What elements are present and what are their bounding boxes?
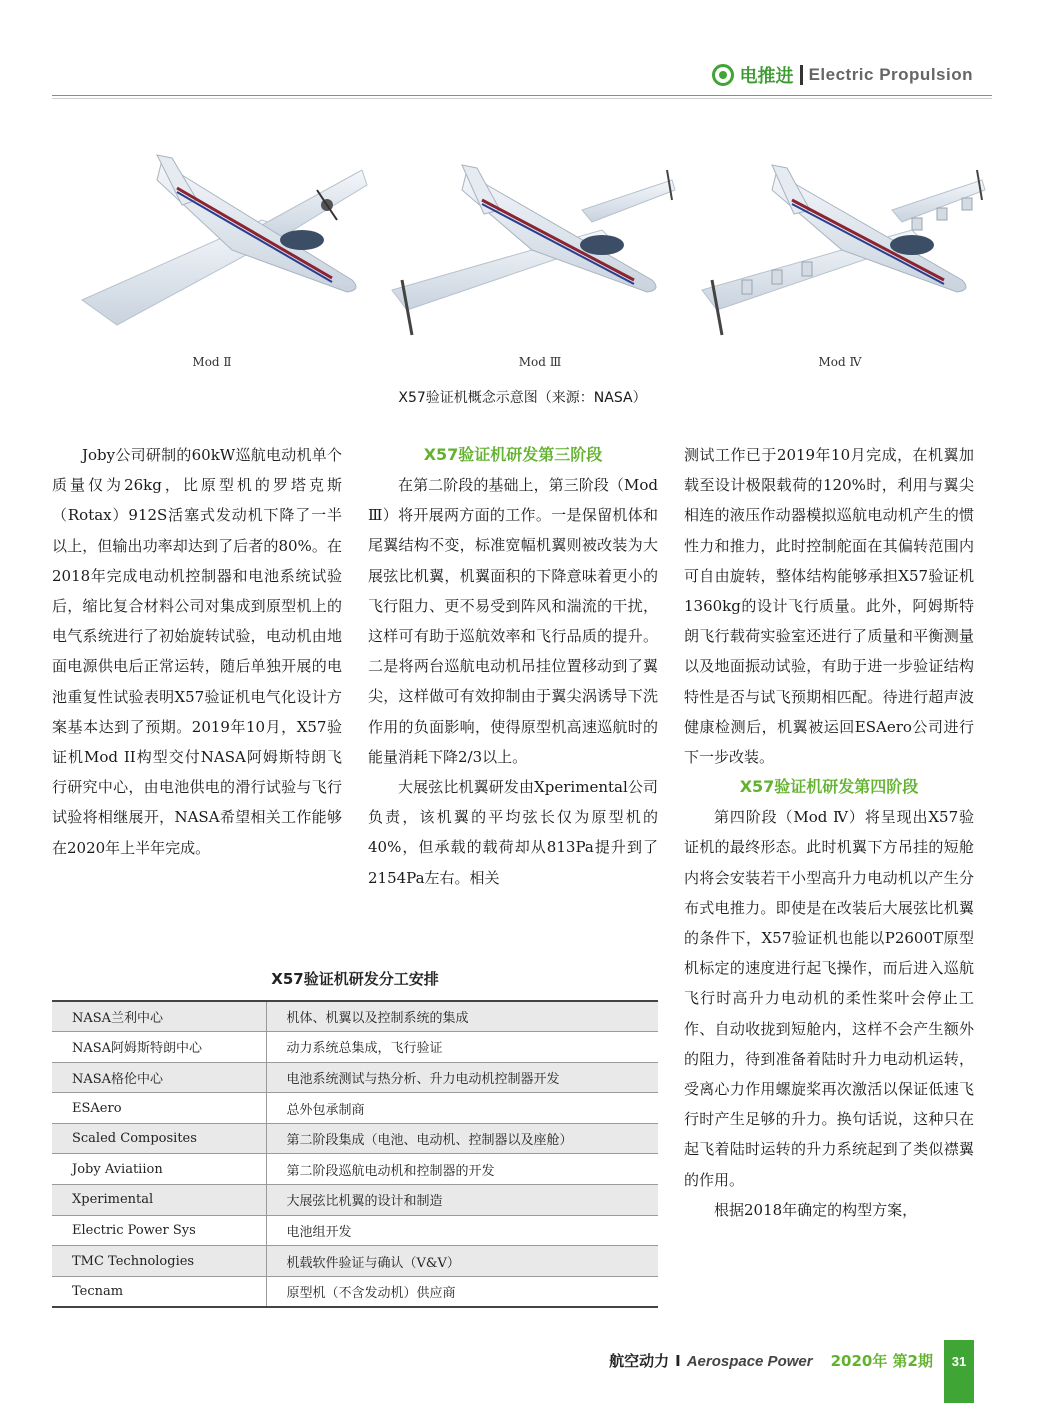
- section-heading-phase3: X57验证机研发第三阶段: [423, 445, 603, 464]
- table-cell-org: TMC Technologies: [52, 1246, 266, 1277]
- paragraph: 测试工作已于2019年10月完成，在机翼加载至设计极限载荷的120%时，利用与翼尖相连的液压作动器模拟巡航电动机产生的惯性力和推力，此时控制舵面在其偏转范围内可自由旋转，整体结构能够承担X57验证机1360kg的设计飞行质量。此外，阿姆斯特朗飞行载荷实验室还进行了质量和平衡测量以及地面振动试验，有助于进一步验证结构特性是否与试飞预期相匹配。待进行超声波健康检测后，机翼被运回ESAero公司进行下一步改装。: [684, 446, 974, 767]
- table-row: [52, 1032, 658, 1063]
- table-cell-org: Tecnam: [52, 1276, 266, 1307]
- table-cell-task: 原型机（不含发动机）供应商: [286, 1285, 456, 1301]
- header-rule: [52, 95, 992, 96]
- aircraft-figure: [52, 130, 992, 370]
- division-of-work-table: [52, 1000, 658, 1308]
- aircraft-mod3-image: [372, 130, 682, 350]
- table-row: [52, 1185, 658, 1216]
- section-title-cn: 电推进: [739, 66, 794, 87]
- paragraph: 在第二阶段的基础上，第三阶段（Mod Ⅲ）将开展两方面的工作。一是保留机体和尾翼结构不变，标准宽幅机翼则被改装为大展弦比机翼，机翼面积的下降意味着更小的飞行阻力、更不易受到阵风和湍流的干扰，这样可有助于巡航效率和飞行品质的提升。二是将两台巡航电动机吊挂位置移动到了翼尖，这样做可有效抑制由于翼尖涡诱导下洗作用的负面影响，使得原型机高速巡航时的能量消耗下降2/3以上。: [368, 476, 658, 766]
- table-row: [52, 1276, 658, 1307]
- table-cell-org: Scaled Composites: [52, 1123, 266, 1154]
- table-row: [52, 1123, 658, 1154]
- table-cell-org: NASA阿姆斯特朗中心: [52, 1032, 266, 1063]
- paragraph: 根据2018年确定的构型方案，: [714, 1200, 918, 1219]
- section-title-en: Electric Propulsion: [808, 65, 973, 84]
- header-rule-secondary: [52, 98, 992, 99]
- table-cell-task: 第二阶段巡航电动机和控制器的开发: [266, 1154, 658, 1185]
- page-number: 31: [944, 1340, 974, 1403]
- table-row: [52, 1246, 658, 1277]
- figure-caption: X57验证机概念示意图（来源：NASA）: [398, 390, 647, 406]
- article-column-2: [368, 440, 658, 893]
- running-footer: [609, 1350, 933, 1371]
- table-cell-task: 电池系统测试与热分析、升力电动机控制器开发: [266, 1062, 658, 1093]
- running-header: [712, 62, 973, 88]
- table-cell-task: 总外包承制商: [266, 1093, 658, 1124]
- table-cell-task: 动力系统总集成，飞行验证: [266, 1032, 658, 1063]
- mod4-label: Mod Ⅳ: [818, 355, 862, 369]
- table-cell-org: ESAero: [52, 1093, 266, 1124]
- table-cell-org: Xperimental: [52, 1185, 266, 1216]
- table-row: [52, 1001, 658, 1032]
- paragraph: 第四阶段（Mod Ⅳ）将呈现出X57验证机的最终形态。此时机翼下方吊挂的短舱内将会安装若干小型高升力电动机以产生分布式电推力。即使是在改装后大展弦比机翼的条件下，X57验证机也能以P2600T原型机标定的速度进行起飞操作，而后进入巡航飞行时高升力电动机的柔性桨叶会停止工作、自动收拢到短舱内，这样不会产生额外的阻力，待到准备着陆时升力电动机运转，受离心力作用螺旋桨再次激活以保证低速飞行时产生足够的升力。换句话说，这种只在起飞着陆时运转的升力系统起到了类似襟翼的作用。: [684, 808, 974, 1189]
- footer-separator: I: [675, 1352, 681, 1370]
- table-cell-task: 电池组开发: [266, 1215, 658, 1246]
- paragraph: Joby公司研制的60kW巡航电动机单个质量仅为26kg，比原型机的罗塔克斯（Rotax）912S活塞式发动机下降了一半以上，但输出功率却达到了后者的80%。在2018年完成电动机控制器和电池系统试验后，缩比复合材料公司对集成到原型机上的电气系统进行了初始旋转试验，电动机由地面电源供电后正常运转，随后单独开展的电池重复性试验表明X57验证机电气化设计方案基本达到了预期。2019年10月，X57验证机Mod II构型交付NASA阿姆斯特朗飞行研究中心，由电池供电的滑行试验与飞行试验将相继展开，NASA希望相关工作能够在2020年上半年完成。: [52, 446, 342, 857]
- table-cell-org: NASA格伦中心: [52, 1062, 266, 1093]
- aircraft-mod4-image: [682, 130, 992, 350]
- table-cell-task: 大展弦比机翼的设计和制造: [266, 1185, 658, 1216]
- magazine-name-en: Aerospace Power: [686, 1353, 813, 1370]
- table-title: X57验证机研发分工安排: [271, 970, 439, 988]
- table-row: [52, 1215, 658, 1246]
- table-row: [52, 1062, 658, 1093]
- table-cell-task: 机体、机翼以及控制系统的集成: [266, 1001, 658, 1032]
- aircraft-mod2-image: [62, 130, 372, 350]
- paragraph: 大展弦比机翼研发由Xperimental公司负责，该机翼的平均弦长仅为原型机的40%，但承载的载荷却从813Pa提升到了2154Pa左右。相关: [368, 778, 658, 887]
- table-cell-task: 机载软件验证与确认（V&V）: [266, 1246, 658, 1277]
- table-cell-org: Joby Aviatiion: [52, 1154, 266, 1185]
- table-cell-org: NASA兰利中心: [52, 1001, 266, 1032]
- table-row: [52, 1093, 658, 1124]
- mod3-label: Mod Ⅲ: [518, 355, 562, 369]
- section-heading-phase4: X57验证机研发第四阶段: [739, 777, 919, 797]
- issue-number: 2020年 第2期: [830, 1352, 933, 1370]
- mod2-label: Mod Ⅱ: [192, 355, 232, 369]
- table-cell-org: Electric Power Sys: [52, 1215, 266, 1246]
- table-row: [52, 1154, 658, 1185]
- header-divider: [800, 65, 803, 85]
- article-column-1: [52, 440, 342, 863]
- article-column-3: [684, 440, 974, 1225]
- section-logo-icon: [712, 64, 734, 86]
- table-cell-task: 第二阶段集成（电池、电动机、控制器以及座舱）: [266, 1123, 658, 1154]
- magazine-name-cn: 航空动力: [609, 1352, 670, 1370]
